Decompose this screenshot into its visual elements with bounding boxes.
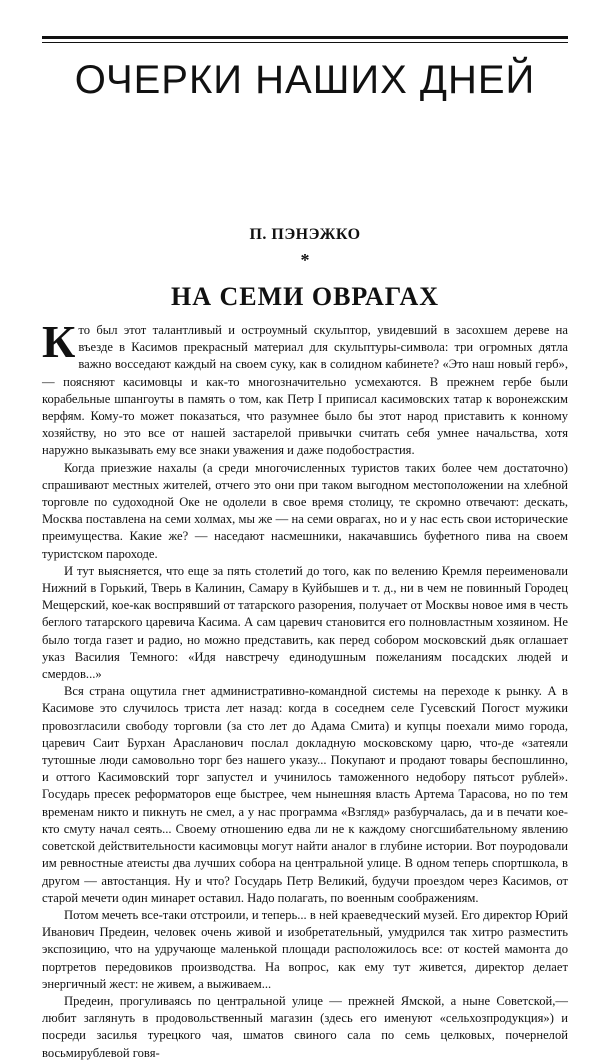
article-paragraph-1 bbox=[42, 316, 568, 460]
article-paragraph-4: Вся страна ощутила гнет административно-командной системы на переходе к рынку. А в Касимове это случилось триста лет назад: когда в соседнем селе Гусевский Погост мужики провозгласили свободу торговли (за сто лет до Адама Смита) и купцы поехали мимо города, царевич Саит Бурхан Араcланович послал докладную московскому царю, что-де «затеяли тутошные люди самовольно торг без нашего указу... Покупают и продают товары беспошлинно, и оттого Касимовский торг запустел и учинилось таможенного недобору пятьсот рублей». Государь пресек реформаторов еще быстрее, чем нынешняя власть Артема Тарасова, но по тем временам никто и пикнуть не смел, а у нас программа «Взгляд» разбурчалась, да и в печати кое-кто смуту начал сеять... Своему отношению едва ли не к каждому сногсшибательному явлению советской действительности касимовцы могут найти аналог в глубине истории. Вот поуродовали им ревностные атеисты два лучших собора на центральной улице. В одном теперь спортшкола, в другом — автостанция. Ну и что? Государь Петр Великий, будучи проездом через Касимов, от старой мечети один минарет оставил. Надо полагать, по военным соображениям. bbox=[42, 684, 568, 905]
article-title: НА СЕМИ ОВРАГАХ bbox=[170, 282, 440, 311]
drop-cap-letter: К bbox=[42, 316, 76, 367]
section-title: ОЧЕРКИ НАШИХ ДНЕЙ bbox=[74, 58, 536, 102]
header-rule-thick bbox=[42, 36, 568, 39]
article-paragraph-2: Когда приезжие нахалы (а среди многочисленных туристов таких более чем достаточно) спрашивают местных жителей, отчего это они при таком выгодном местоположении на хлебной торговле по судоходной Оке не одолели в свое время столицу, те скромно отвечают: дескать, Москва поставлена на семи холмах, мы же — на семи оврагах, но и у нас есть свои исторические преимущества. Какие же? — наседают насмешники, накачавшись буфетного пива на своем туристском пароходе. bbox=[42, 460, 568, 561]
article-paragraph-3: И тут выясняется, что еще за пять столетий до того, как по велению Кремля переименовали Нижний в Горький, Тверь в Калинин, Самару в Куйбышев и т. д., ни в чем не повинный Городец Мещерский, кое-как воспрявший от татарского разорения, получает от Москвы новое имя в честь беглого татарского царевича Касима. А сам царевич становится его полновластным хозяином. Не было тогда газет и радио, но можно представить, как перед собором московский дьяк оглашает указ Василия Темного: «Идя навстречу единодушным пожеланиям посадских людей и смердов...» bbox=[42, 563, 568, 682]
article-paragraph-6: Предеин, прогуливаясь по центральной улице — прежней Ямской, а ныне Советской,— любит заглянуть в продовольственный магазин (здесь его именуют «сельхозпродукция») и посреди засилья турецкого чая, шматов свиного сала по семь целковых, почернелой восьмирублевой говя- bbox=[42, 993, 568, 1060]
article-paragraph-5: Потом мечеть все-таки отстроили, и теперь... в ней краеведческий музей. Его директор Юрий Иванович Предеин, человек очень живой и изобретательный, умудрился так хитро разместить экспозицию, что на удручающе маленькой площади расположилось все: от костей мамонта до портретов передовиков производства. На вопрос, как ему тут живется, директор делает энергичный жест: не живем, а выживаем... bbox=[42, 907, 568, 991]
paragraph-text: то был этот талантливый и остроумный скульптор, увидевший в засохшем дереве на въезде в Касимов прекрасный материал для скульптуры-символа: три огромных дятла важно восседают каждый на своем суку, как в солидном кабинете? «Это наш новый герб»,— поясняют касимовцы и как-то многозначительно усмехаются. В прежнем гербе были корабельные шпангоуты в память о том, как Петр I приписал касимовских татар к воронежским верфям. Кому-то может показаться, что разумнее было бы этот народ приставить к конному хозяйству, но это все от нашей застарелой привычки считать себя умнее начальства, хотя наружно выказывать ему все знаки уважения и даже подобострастия. bbox=[42, 323, 568, 458]
article-author: П. ПЭНЭЖКО bbox=[249, 226, 361, 243]
header-rule-thin bbox=[42, 42, 568, 43]
article-body bbox=[42, 316, 568, 1062]
author-separator-asterisk: * bbox=[300, 250, 310, 270]
